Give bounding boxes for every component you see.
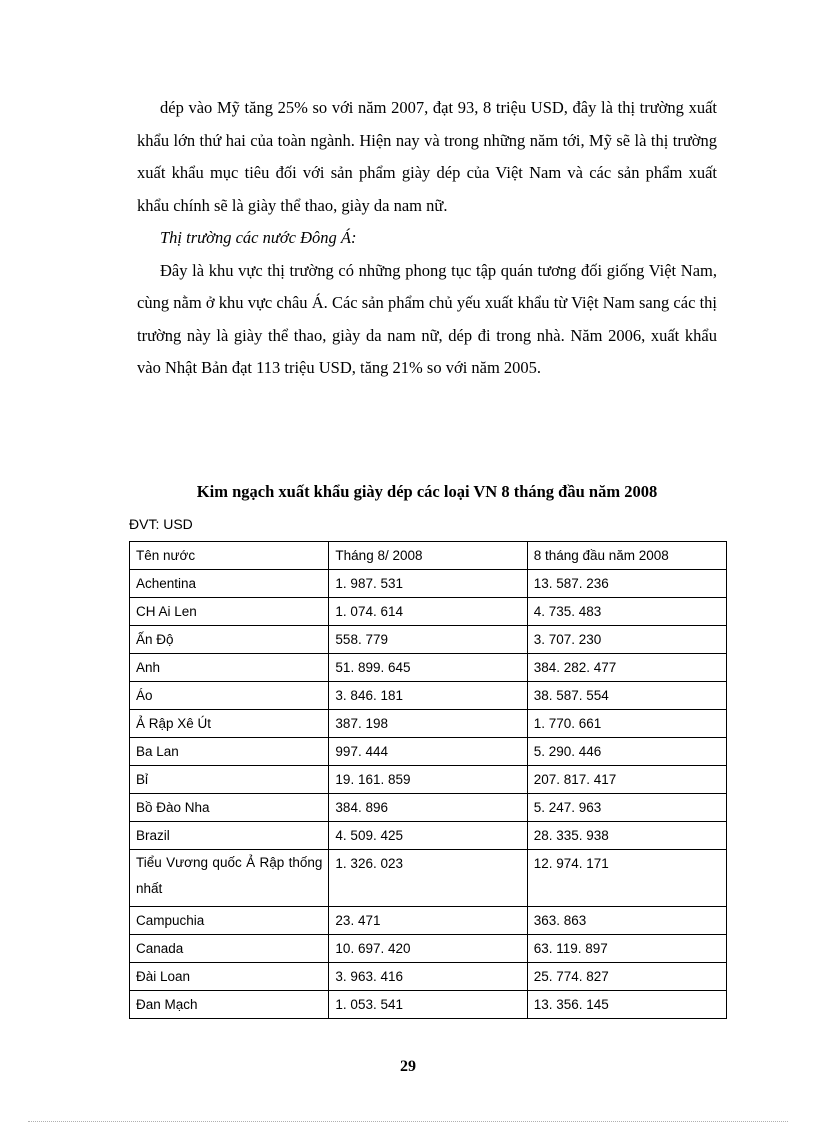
table-row — [130, 626, 727, 654]
table-row — [130, 738, 727, 766]
eight-month-value-cell: 38. 587. 554 — [527, 682, 726, 710]
august-value-cell: 387. 198 — [329, 710, 527, 738]
eight-month-value-cell: 363. 863 — [527, 907, 726, 935]
paragraph-us-market: dép vào Mỹ tăng 25% so với năm 2007, đạt 93, 8 triệu USD, đây là thị trường xuất khẩu lớn thứ hai của toàn ngành. Hiện nay và trong những năm tới, Mỹ sẽ là thị trường xuất khẩu mục tiêu đối với sản phẩm giày dép của Việt Nam và các sản phẩm xuất khẩu chính sẽ là giày thể thao, giày da nam nữ. — [137, 98, 717, 215]
country-cell: Campuchia — [130, 907, 329, 935]
eight-month-value-cell: 384. 282. 477 — [527, 654, 726, 682]
table-row — [130, 570, 727, 598]
eight-month-value-cell: 25. 774. 827 — [527, 963, 726, 991]
august-value-cell: 3. 963. 416 — [329, 963, 527, 991]
country-cell: Brazil — [130, 822, 329, 850]
header-8-months: 8 tháng đầu năm 2008 — [527, 542, 726, 570]
eight-month-value-cell: 12. 974. 171 — [527, 850, 726, 907]
country-cell: Áo — [130, 682, 329, 710]
august-value-cell: 23. 471 — [329, 907, 527, 935]
country-cell: Bỉ — [130, 766, 329, 794]
august-value-cell: 1. 987. 531 — [329, 570, 527, 598]
august-value-cell: 3. 846. 181 — [329, 682, 527, 710]
august-value-cell: 10. 697. 420 — [329, 935, 527, 963]
table-row — [130, 710, 727, 738]
table-row — [130, 935, 727, 963]
table-row — [130, 766, 727, 794]
country-cell: Bồ Đào Nha — [130, 794, 329, 822]
august-value-cell: 1. 074. 614 — [329, 598, 527, 626]
eight-month-value-cell: 5. 247. 963 — [527, 794, 726, 822]
country-cell: Achentina — [130, 570, 329, 598]
eight-month-value-cell: 207. 817. 417 — [527, 766, 726, 794]
table-row — [130, 991, 727, 1019]
table-row — [130, 682, 727, 710]
table-row — [130, 822, 727, 850]
august-value-cell: 384. 896 — [329, 794, 527, 822]
august-value-cell: 558. 779 — [329, 626, 527, 654]
export-table — [129, 541, 727, 1019]
country-cell: Ba Lan — [130, 738, 329, 766]
country-cell: CH Ai Len — [130, 598, 329, 626]
country-cell: Anh — [130, 654, 329, 682]
eight-month-value-cell: 1. 770. 661 — [527, 710, 726, 738]
footer-divider — [28, 1121, 788, 1122]
august-value-cell: 1. 326. 023 — [329, 850, 527, 907]
body-text — [137, 92, 717, 385]
table-row — [130, 598, 727, 626]
eight-month-value-cell: 63. 119. 897 — [527, 935, 726, 963]
page-number: 29 — [400, 1058, 416, 1075]
eight-month-value-cell: 3. 707. 230 — [527, 626, 726, 654]
table-title: Kim ngạch xuất khẩu giày dép các loại VN 8 tháng đầu năm 2008 — [196, 482, 658, 501]
paragraph-east-asia: Đây là khu vực thị trường có những phong tục tập quán tương đối giống Việt Nam, cùng nằm ở khu vực châu Á. Các sản phẩm chủ yếu xuất khẩu từ Việt Nam sang các thị trường này là giày thể thao, giày da nam nữ, dép đi trong nhà. Năm 2006, xuất khẩu vào Nhật Bản đạt 113 triệu USD, tăng 21% so với năm 2005. — [137, 260, 717, 377]
august-value-cell: 19. 161. 859 — [329, 766, 527, 794]
table-row — [130, 963, 727, 991]
table-header-row — [130, 542, 727, 570]
table-row — [130, 794, 727, 822]
eight-month-value-cell: 28. 335. 938 — [527, 822, 726, 850]
heading-east-asia: Thị trường các nước Đông Á: — [160, 228, 357, 247]
august-value-cell: 4. 509. 425 — [329, 822, 527, 850]
country-cell: Canada — [130, 935, 329, 963]
eight-month-value-cell: 4. 735. 483 — [527, 598, 726, 626]
table-row — [130, 907, 727, 935]
table-row — [130, 850, 727, 907]
eight-month-value-cell: 13. 356. 145 — [527, 991, 726, 1019]
country-cell: Đan Mạch — [130, 991, 329, 1019]
table-unit: ĐVT: USD — [129, 516, 193, 532]
eight-month-value-cell: 5. 290. 446 — [527, 738, 726, 766]
country-cell: Tiểu Vương quốc Ả Rập thống nhất — [130, 850, 329, 907]
country-cell: Ả Rập Xê Út — [130, 710, 329, 738]
eight-month-value-cell: 13. 587. 236 — [527, 570, 726, 598]
august-value-cell: 1. 053. 541 — [329, 991, 527, 1019]
header-august: Tháng 8/ 2008 — [329, 542, 527, 570]
header-country: Tên nước — [130, 542, 329, 570]
country-cell: Ấn Độ — [130, 626, 329, 654]
august-value-cell: 51. 899. 645 — [329, 654, 527, 682]
table-row — [130, 654, 727, 682]
country-cell: Đài Loan — [130, 963, 329, 991]
august-value-cell: 997. 444 — [329, 738, 527, 766]
